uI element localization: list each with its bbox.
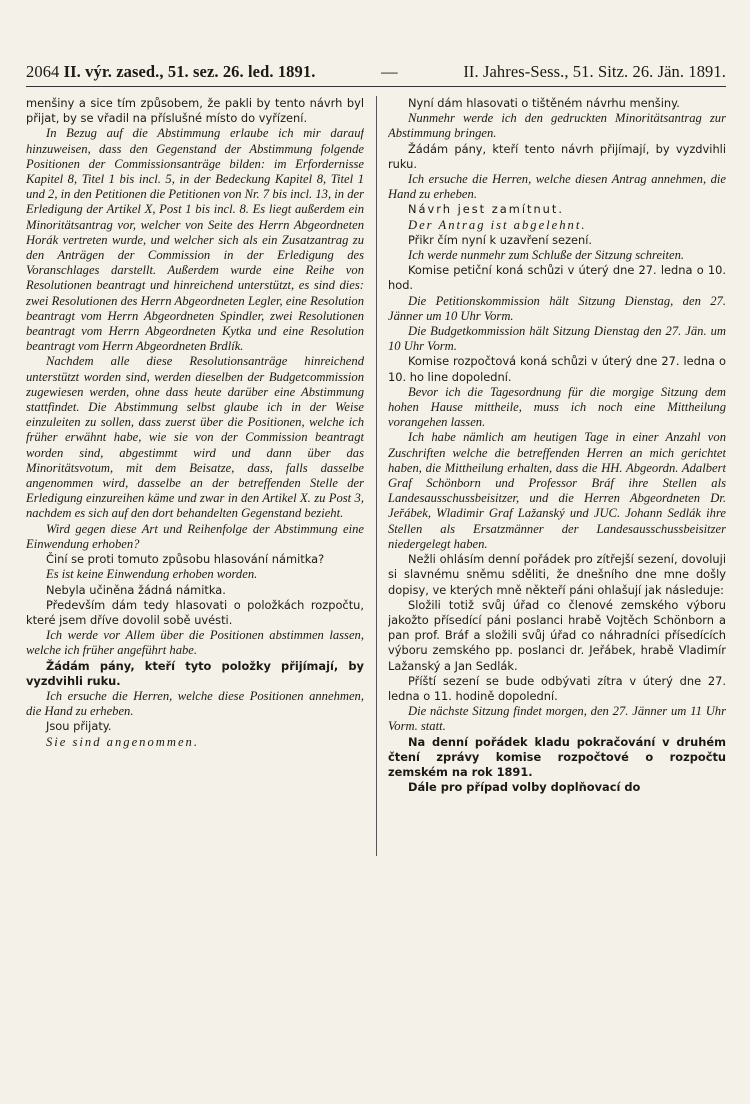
paragraph: Činí se proti tomuto způsobu hlasování námitka? [46, 552, 325, 567]
paragraph: Především dám tedy hlasovati o položkách rozpočtu, které jsem dříve dovolil sobě uvésti. [26, 597, 364, 627]
header-czech-session: II. výr. zased., 51. sez. 26. led. 1891. [63, 62, 316, 81]
paragraph: Nyní dám hlasovati o tištěném návrhu menšiny. [408, 96, 680, 110]
paragraph: In Bezug auf die Abstimmung erlaube ich mir darauf hinzuweisen, dass den Gegenstand der Abstimmung folgende Positionen der Commissionsanträge bilden: im Erfordernisse Kapitel 8, Titel 1 bis incl. 5, in der Bedeckung Kapitel 8, Titel 1 und 2, in den Petitionen die Petitionen von Nr. 7 bis incl. 13, in der Erledigung der Artikel X, Post 1 bis incl. 8. Es liegt außerdem ein Minoritätsantrag vor, welcher von Seite des Herrn Abgeordneten Horák vertreten wurde, und welcher sich als ein Zusatzantrag zu den Anträgen der Commission in der Erledigung des Voranschlages darstellt. Außerdem wurde eine Reihe von Resolutionen beantragt und hinreichend unterstützt, es sind dies: zwei Resolutionen des Herrn Abgeordneten Legler, eine Resolution beantragt vom Herrn Abgeordneten Spindler, zwei Resolutionen beantragt vom Herrn Abgeordneten Kytka und eine Resolution beantragt vom Herrn Abgeordneten Brdlík. [26, 126, 364, 354]
page-header [26, 62, 726, 82]
paragraph: Přikr čím nyní k uzavření sezení. [408, 232, 593, 247]
paragraph: Nachdem alle diese Resolutionsanträge hinreichend unterstützt worden sind, werden dieselben der Budgetcommission zugewiesen werden, ohne dass heute darüber eine Abstimmung stattfindet. Die Abstimmung selbst glaube ich in der Weise einzuleiten zu sollen, dass zuerst über die Positionen, welche ich früher erwähnt habe, wie sie von der Commission beantragt worden sind, abgestimmt wird und dann über das Minoritätsvotum, mit dem Beisatze, dass, falls dasselbe angenommen wird, dasselbe an der betreffenden Stelle der Erledigung einzureihen käme und zwar in den Artikel X. zu Post 3, nachdem es sich auf den dort behandelten Gegenstand bezieht. [26, 354, 364, 521]
paragraph: Žádám pány, kteří tyto položky přijímají, by vyzdvihli ruku. [26, 658, 364, 688]
paragraph: Nežli ohlásím denní pořádek pro zítřejší sezení, dovoluji si slavnému sněmu sděliti, že dnešního dne mne došly dopisy, ve kterých mně někteří páni ohlašují jak následuje: [388, 552, 726, 597]
paragraph: Ich ersuche die Herren, welche diese Positionen annehmen, die Hand zu erheben. [26, 688, 364, 719]
paragraph: Sie sind angenommen. [46, 734, 199, 749]
paragraph: Jsou přijaty. [46, 719, 112, 734]
header-rule [26, 86, 726, 87]
paragraph: Ich werde nunmehr zum Schluße der Sitzung schreiten. [408, 248, 685, 263]
paragraph: Nebyla učiněna žádná námitka. [46, 582, 226, 597]
paragraph: Ich ersuche die Herren, welche diesen Antrag annehmen, die Hand zu erheben. [388, 172, 726, 202]
right-column [388, 96, 726, 1096]
paragraph: Es ist keine Einwendung erhoben worden. [46, 567, 258, 582]
paragraph: Ich habe nämlich am heutigen Tage in einer Anzahl von Zuschriften welche die betreffenden Herren an mich gerichtet haben, die Mittheilung erhalten, dass die HH. Abgeordn. Adalbert Graf Schönborn und Professor Bráf ihre Stellen als Landesausschussbeisitzer, und die Herren Abgeordneten Dr. Jeřábek, Wladimir Graf Lažanský und JUC. Johann Sedlák ihre Stellen als Ersatzmänner der Landesausschussbeisitzer niedergelegt haben. [388, 430, 726, 551]
header-german-session: II. Jahres-Sess., 51. Sitz. 26. Jän. 1891. [463, 62, 726, 81]
page-number: 2064 [26, 62, 60, 81]
paragraph: Složili totiž svůj úřad co členové zemského výboru jakožto přísedící páni poslanci hrabě Vojtěch Schönborn a pan prof. Bráf a složili svůj úřad co náhradníci přísedících výboru zemského pp. poslanci dr. Jeřábek, hrabě Vladimír Lažanský a Jan Sedlák. [388, 597, 726, 673]
paragraph: Die nächste Sitzung findet morgen, den 27. Jänner um 11 Uhr Vorm. statt. [388, 704, 726, 734]
paragraph: Příští sezení se bude odbývati zítra v úterý dne 27. ledna o 11. hodině dopolední. [388, 673, 726, 703]
paragraph: menšiny a sice tím způsobem, že pakli by tento návrh byl přijat, by se vřadil na příslušné místo do vyřízení. [26, 96, 364, 126]
paragraph: Die Budgetkommission hält Sitzung Dienstag den 27. Jän. um 10 Uhr Vorm. [388, 324, 726, 354]
column-divider [376, 96, 377, 856]
paragraph: Na denní pořádek kladu pokračování v druhém čtení zprávy komise rozpočtové o rozpočtu zemském na rok 1891. [388, 734, 726, 779]
paragraph: Komise rozpočtová koná schůzi v úterý dne 27. ledna o 10. ho line dopolední. [388, 354, 726, 384]
left-column [26, 96, 364, 1096]
paragraph: Návrh jest zamítnut. [408, 202, 564, 217]
paragraph: Dále pro případ volby doplňovací do [408, 780, 641, 795]
paragraph: Bevor ich die Tagesordnung für die morgige Sitzung dem hohen Hause mittheile, muss ich noch eine Mittheilung vorangehen lassen. [388, 384, 726, 430]
paragraph: Ich werde vor Allem über die Positionen abstimmen lassen, welche ich früher angeführt habe. [26, 628, 364, 658]
paragraph: Der Antrag ist abgelehnt. [408, 217, 587, 232]
header-left [26, 62, 315, 82]
paragraph: Wird gegen diese Art und Reihenfolge der Abstimmung eine Einwendung erhoben? [26, 521, 364, 551]
paragraph: Die Petitionskommission hält Sitzung Dienstag, den 27. Jänner um 10 Uhr Vorm. [388, 293, 726, 323]
header-separator: — [381, 62, 398, 81]
paragraph: Žádám pány, kteří tento návrh přijímají, by vyzdvihli ruku. [388, 141, 726, 171]
paragraph: Komise petiční koná schůzi v úterý dne 27. ledna o 10. hod. [388, 263, 726, 293]
paragraph: Nunmehr werde ich den gedruckten Minoritätsantrag zur Abstimmung bringen. [388, 111, 726, 141]
